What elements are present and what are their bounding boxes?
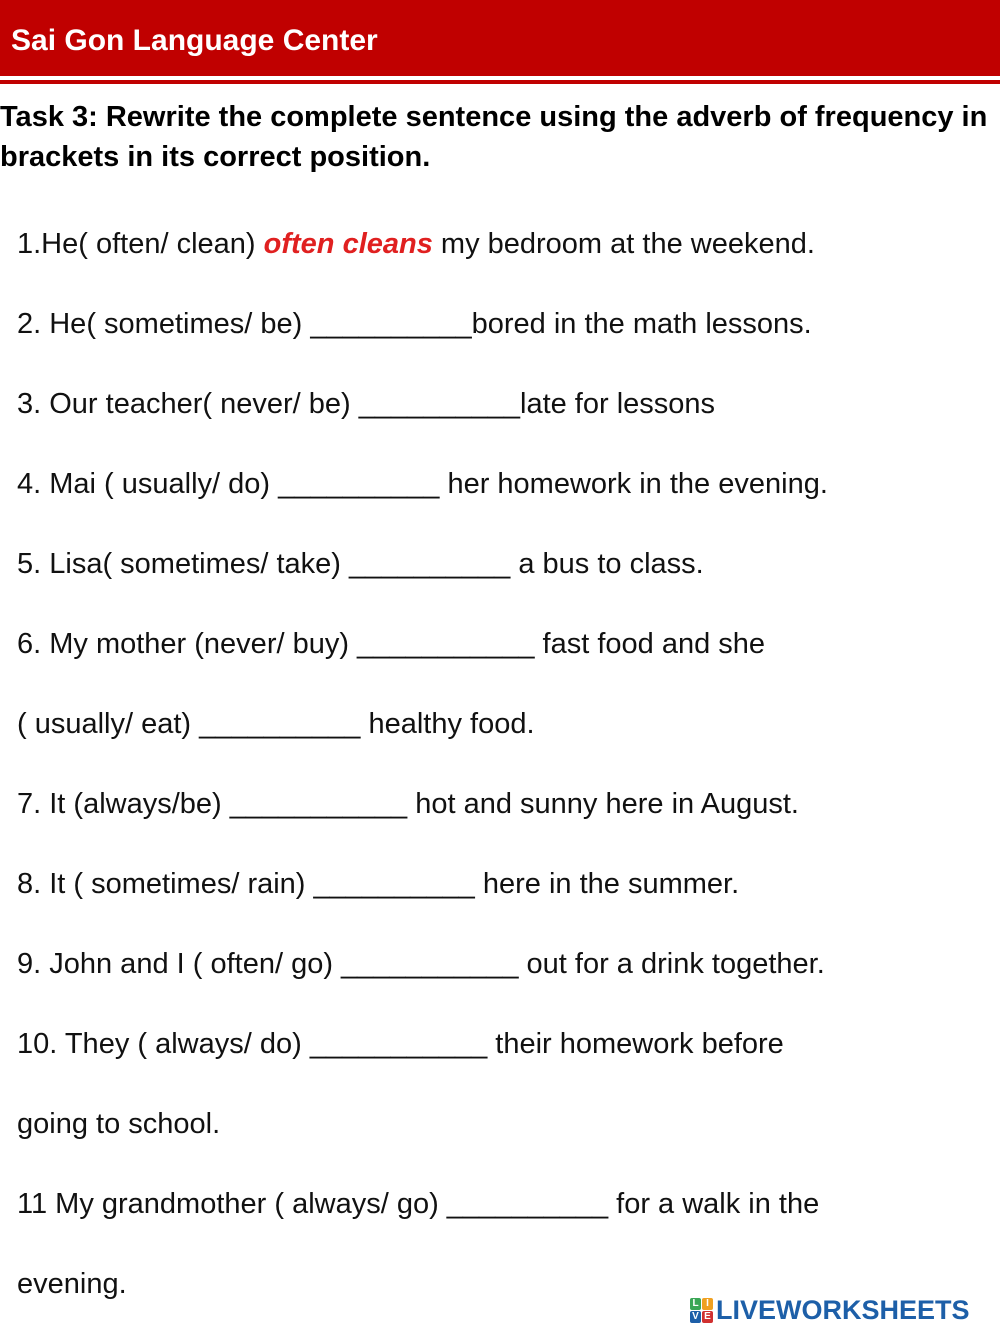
logo-tile-e: E bbox=[702, 1311, 713, 1323]
header-bar bbox=[0, 0, 1000, 76]
exercise-item-3: 3. Our teacher( never/ be) __________late for lessons bbox=[17, 388, 716, 420]
item-1-prompt: 1.He( often/ clean) bbox=[17, 228, 264, 260]
header-title: Sai Gon Language Center bbox=[11, 24, 378, 57]
task-instruction: Task 3: Rewrite the complete sentence using the adverb of frequency in brackets in its correct position. bbox=[0, 101, 988, 173]
item-1-answer[interactable]: often cleans bbox=[263, 228, 433, 260]
exercise-item-11: 11 My grandmother ( always/ go) __________ for a walk in the bbox=[17, 1188, 820, 1220]
liveworksheets-logo-icon bbox=[690, 1298, 713, 1323]
exercise-item-11-continued: evening. bbox=[17, 1268, 127, 1300]
exercise-item-10-continued: going to school. bbox=[17, 1108, 221, 1140]
exercise-item-5: 5. Lisa( sometimes/ take) __________ a bus to class. bbox=[17, 548, 704, 580]
exercise-item-6-continued: ( usually/ eat) __________ healthy food. bbox=[17, 708, 535, 740]
liveworksheets-logo bbox=[690, 1293, 970, 1327]
exercise-item-7: 7. It (always/be) ___________ hot and sunny here in August. bbox=[17, 788, 799, 820]
header-divider bbox=[0, 80, 1000, 84]
exercise-item-10: 10. They ( always/ do) ___________ their homework before bbox=[17, 1028, 784, 1060]
logo-tile-l: L bbox=[690, 1298, 701, 1310]
exercise-item-1 bbox=[17, 224, 815, 264]
exercise-item-9: 9. John and I ( often/ go) ___________ out for a drink together. bbox=[17, 948, 825, 980]
liveworksheets-logo-text: LIVEWORKSHEETS bbox=[716, 1294, 970, 1325]
logo-tile-i: I bbox=[702, 1298, 713, 1310]
logo-tile-v: V bbox=[690, 1311, 701, 1323]
item-1-rest: my bedroom at the weekend. bbox=[432, 228, 815, 260]
exercise-item-4: 4. Mai ( usually/ do) __________ her homework in the evening. bbox=[17, 468, 828, 500]
exercise-item-2: 2. He( sometimes/ be) __________bored in the math lessons. bbox=[17, 308, 812, 340]
exercise-item-8: 8. It ( sometimes/ rain) __________ here in the summer. bbox=[17, 868, 740, 900]
exercise-item-6: 6. My mother (never/ buy) ___________ fast food and she bbox=[17, 628, 766, 660]
